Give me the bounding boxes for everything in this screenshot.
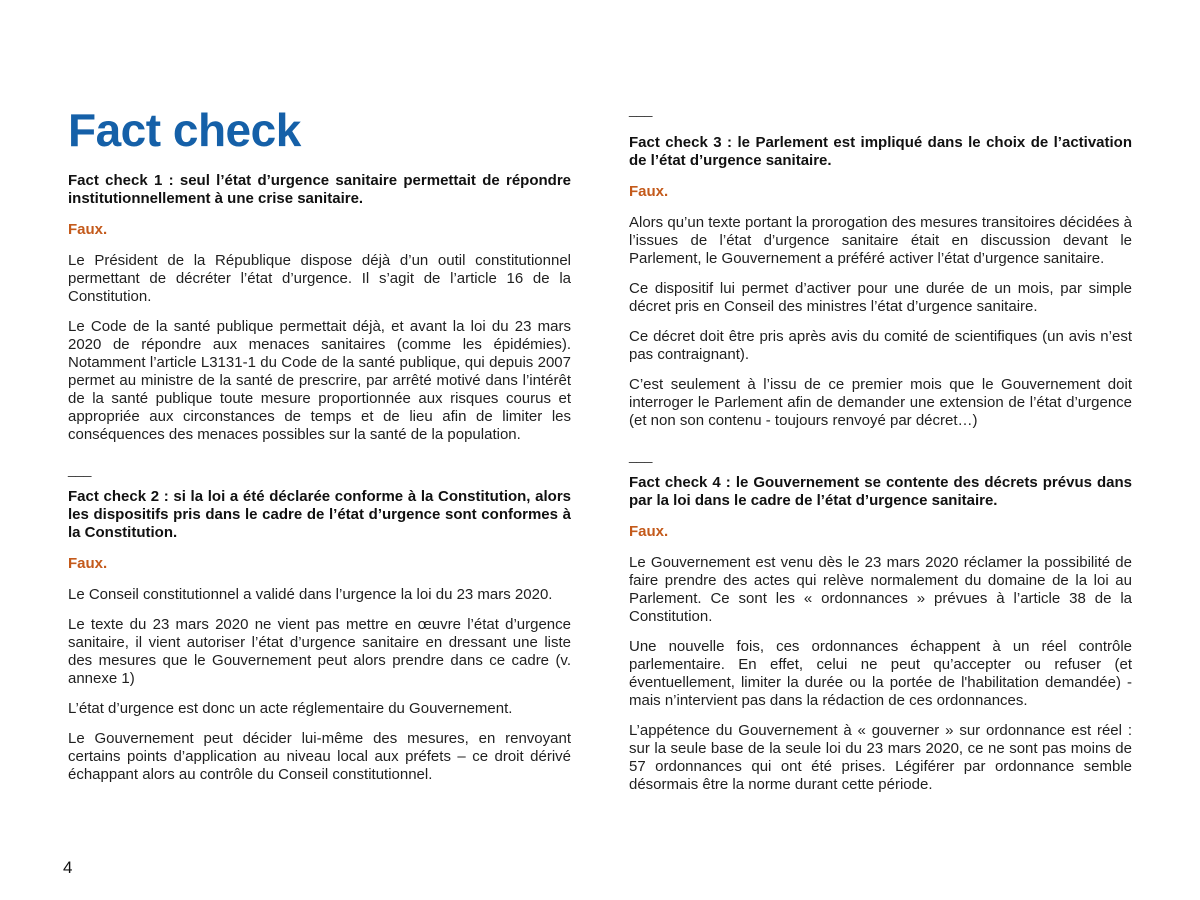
fact-check-4-paragraph-2: Une nouvelle fois, ces ordonnances échappent à un réel contrôle parlementaire. En effet, celui ne peut qu’accepter ou refuser (et éventuellement, limiter la durée ou la portée de l'habilitation demandée) - mais n’intervient pas dans la rédaction de ces ordonnances. — [629, 638, 1132, 709]
fact-check-2 — [68, 488, 571, 784]
fact-check-2-paragraph-2: Le texte du 23 mars 2020 ne vient pas mettre en œuvre l’état d’urgence sanitaire, il vient autoriser l’état d’urgence sanitaire en dressant une liste des mesures que le Gouvernement peut alors prendre dans ce cadre (v. annexe 1) — [68, 616, 571, 687]
fact-check-3 — [629, 134, 1132, 430]
fact-check-1 — [68, 172, 571, 444]
section-separator-2: ___ — [629, 447, 653, 463]
right-column-flow — [629, 100, 1132, 806]
fact-check-3-paragraph-1: Alors qu’un texte portant la prorogation des mesures transitoires décidées à l’issues de l’état d’urgence sanitaire était en discussion devant le Parlement, le Gouvernement a préféré activer l’état d’urgence sanitaire. — [629, 214, 1132, 267]
fact-check-3-verdict: Faux. — [629, 183, 669, 200]
fact-check-4-paragraph-1: Le Gouvernement est venu dès le 23 mars 2020 réclamer la possibilité de faire prendre des actes qui relève normalement du domaine de la loi au Parlement. Ce sont les « ordonnances » prévues à l’article 38 de la Constitution. — [629, 554, 1132, 625]
fact-check-3-paragraph-3: Ce décret doit être pris après avis du comité de scientifiques (un avis n’est pas contraignant). — [629, 328, 1132, 363]
fact-check-4-paragraph-3: L’appétence du Gouvernement à « gouverner » sur ordonnance est réel : sur la seule base de la seule loi du 23 mars 2020, ce ne sont pas moins de 57 ordonnances qui ont été prises. Légiférer par ordonnance semble désormais être la norme durant cette période. — [629, 722, 1132, 793]
fact-check-3-paragraph-2: Ce dispositif lui permet d’activer pour une durée de un mois, par simple décret pris en Conseil des ministres l’état d’urgence sanitaire. — [629, 280, 1132, 315]
fact-check-1-paragraph-2: Le Code de la santé publique permettait déjà, et avant la loi du 23 mars 2020 de répondre aux menaces sanitaires (comme les épidémies). Notamment l’article L3131-1 du Code de la santé publique, qui depuis 2007 permet au ministre de la santé de prescrire, par arrêté motivé dans l’intérêt de la santé publique toute mesure proportionnée aux risques courus et appropriée aux circonstances de temps et de lieu afin de limiter les conséquences des menaces possibles sur la santé de la population. — [68, 318, 571, 443]
fact-check-1-paragraph-1: Le Président de la République dispose déjà d’un outil constitutionnel permettant de décréter l’état d’urgence. Il s’agit de l’article 16 de la Constitution. — [68, 252, 571, 305]
fact-check-2-paragraph-1: Le Conseil constitutionnel a validé dans l’urgence la loi du 23 mars 2020. — [68, 586, 553, 603]
fact-check-1-question: Fact check 1 : seul l’état d’urgence sanitaire permettait de répondre institutionnellement à une crise sanitaire. — [68, 172, 571, 207]
fact-check-2-paragraph-3: L’état d’urgence est donc un acte réglementaire du Gouvernement. — [68, 700, 513, 717]
left-column-flow — [68, 172, 571, 796]
fact-check-2-verdict: Faux. — [68, 555, 108, 572]
section-separator-1: ___ — [68, 461, 92, 477]
fact-check-2-paragraph-4: Le Gouvernement peut décider lui-même des mesures, en renvoyant certains points d’application au niveau local aux préfets – ce droit dérivé échappant alors au contrôle du Conseil constitutionnel. — [68, 730, 571, 783]
fact-check-3-paragraph-4: C’est seulement à l’issu de ce premier mois que le Gouvernement doit interroger le Parlement afin de demander une extension de l’état d’urgence (et non son contenu - toujours renvoyé par décret…) — [629, 376, 1132, 429]
fact-check-3-question: Fact check 3 : le Parlement est impliqué dans le choix de l’activation de l’état d’urgence sanitaire. — [629, 134, 1132, 169]
page-number: 4 — [63, 858, 73, 877]
section-separator-top: ___ — [629, 101, 653, 117]
fact-check-4-verdict: Faux. — [629, 523, 669, 540]
fact-check-2-question: Fact check 2 : si la loi a été déclarée conforme à la Constitution, alors les dispositifs pris dans le cadre de l’état d’urgence sont conformes à la Constitution. — [68, 488, 571, 541]
fact-check-1-verdict: Faux. — [68, 221, 108, 238]
page-title: Fact check — [68, 104, 301, 156]
fact-check-4-question: Fact check 4 : le Gouvernement se contente des décrets prévus dans par la loi dans le cadre de l’état d’urgence sanitaire. — [629, 474, 1132, 509]
fact-check-4 — [629, 474, 1132, 794]
